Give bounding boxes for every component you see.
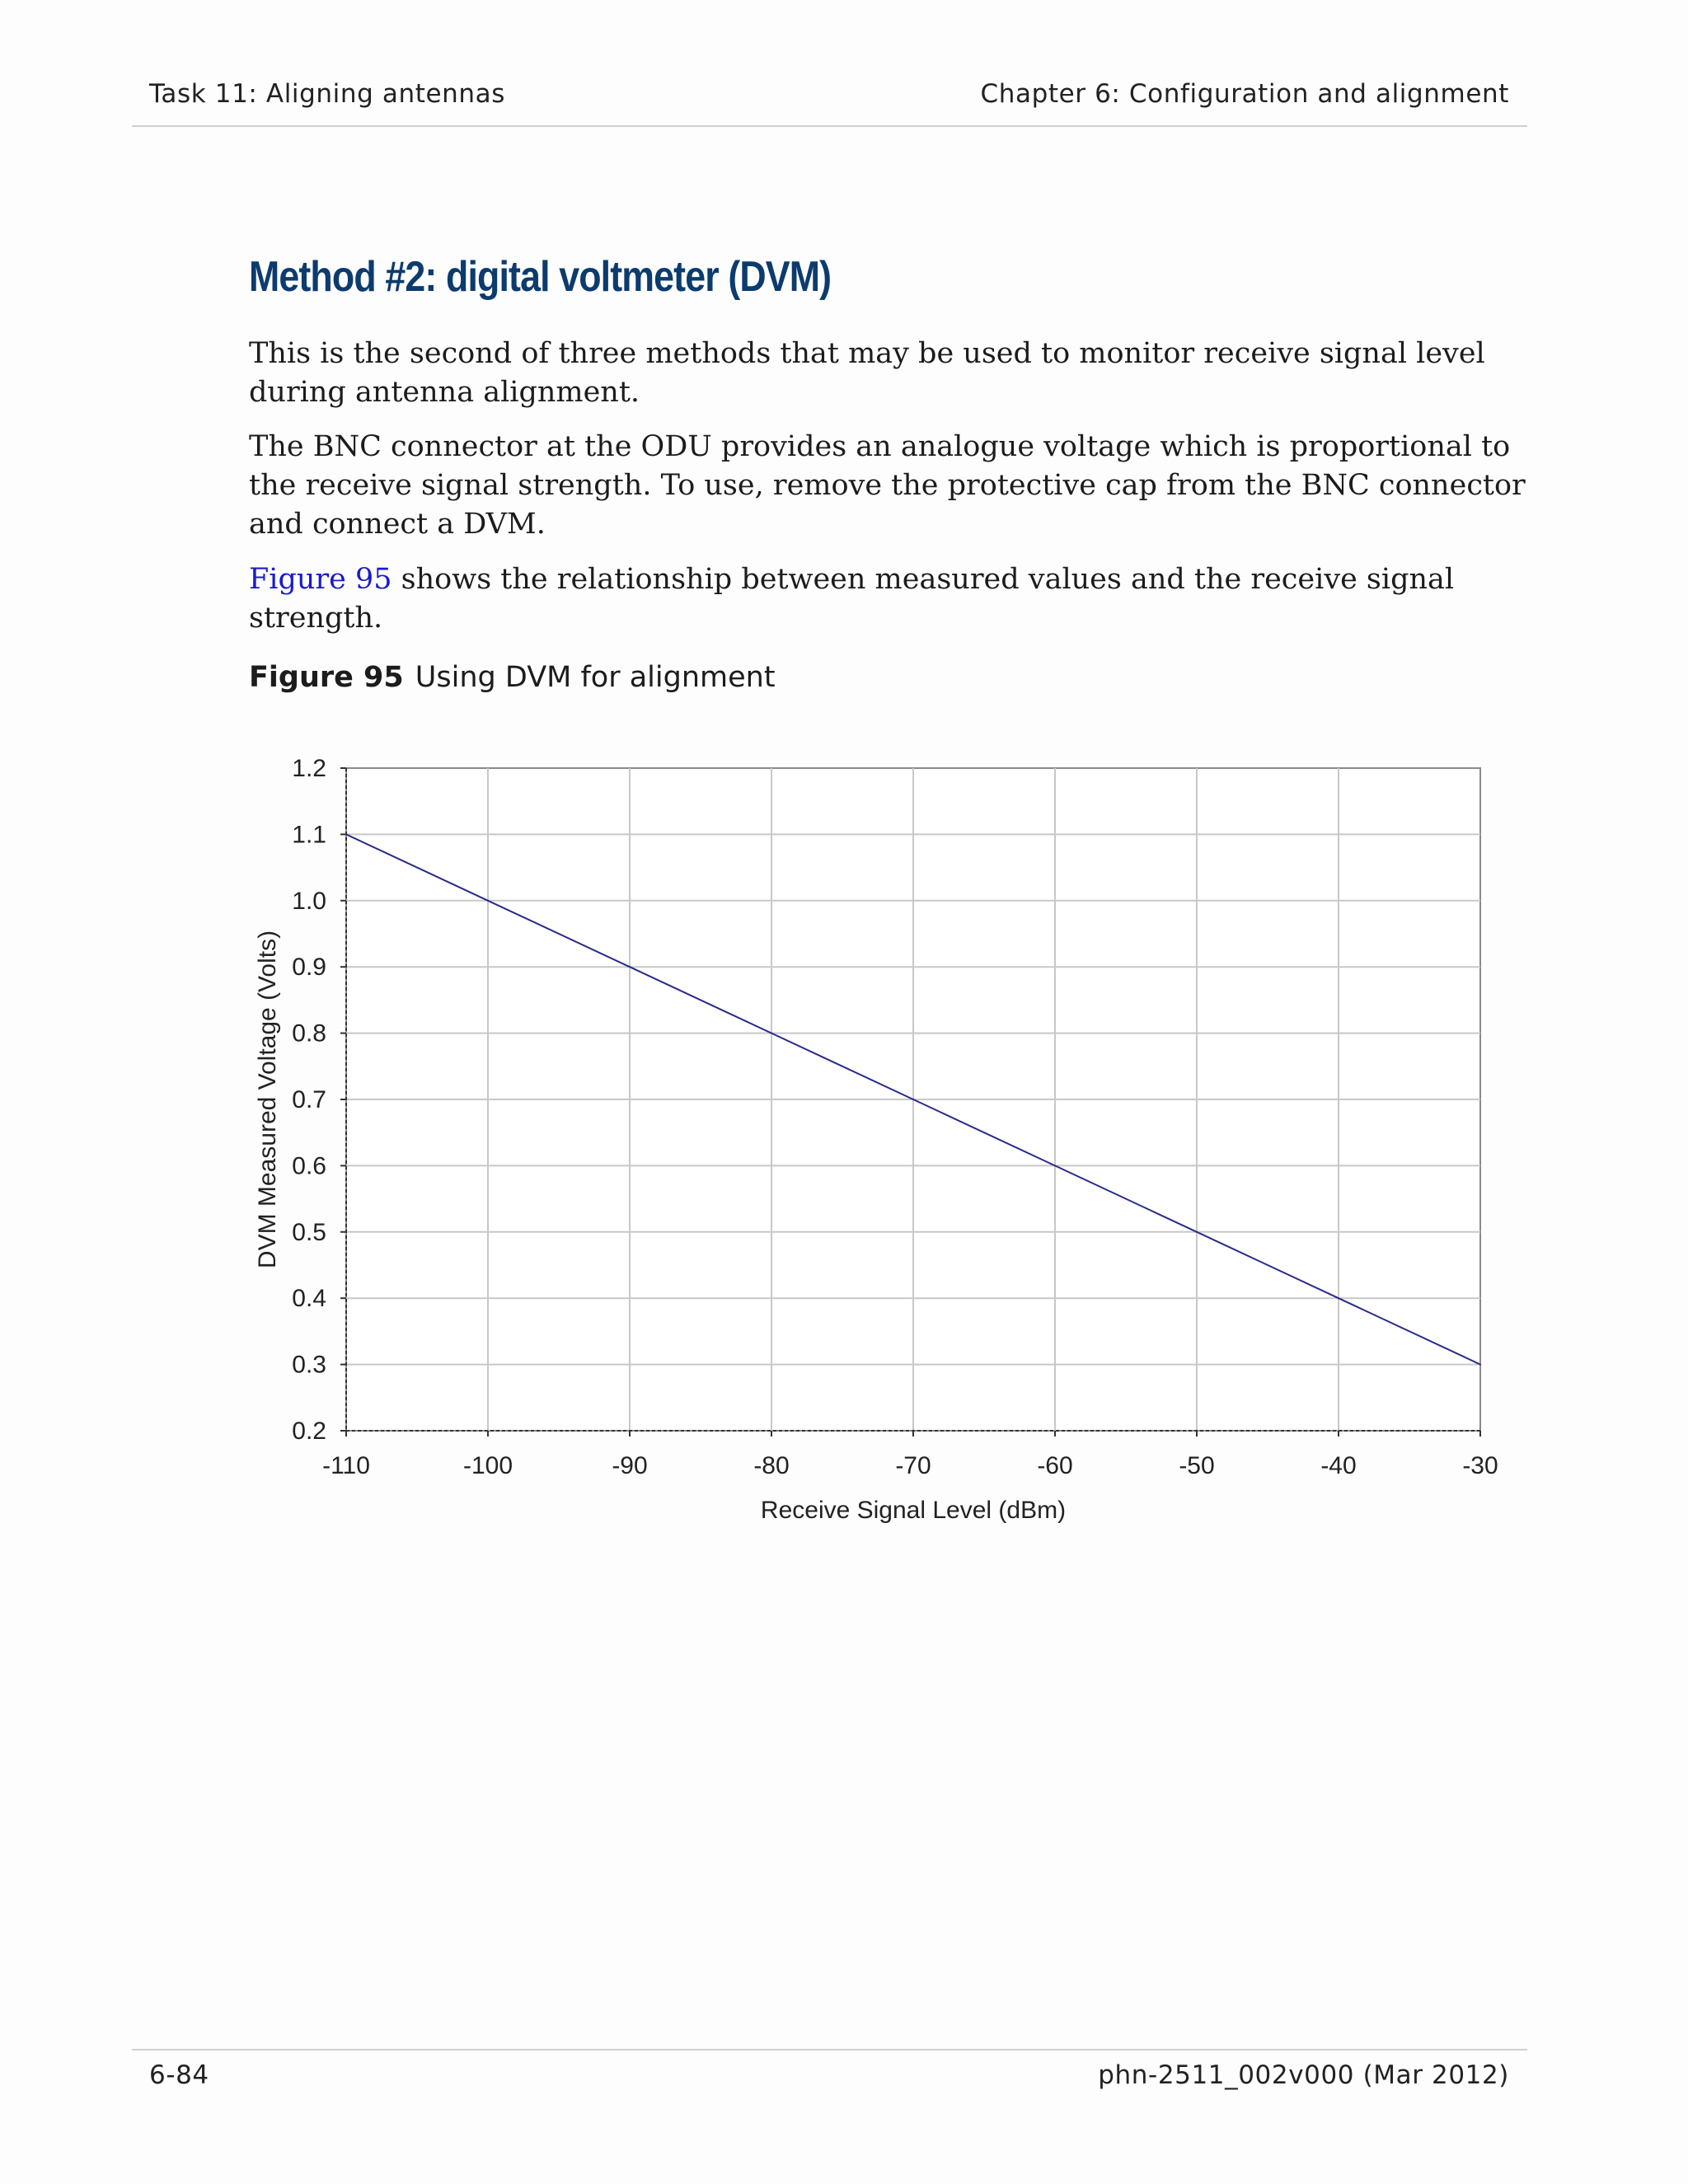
x-tick-label: -70 bbox=[895, 1452, 931, 1479]
data-point bbox=[1054, 1165, 1056, 1166]
y-tick-label: 0.7 bbox=[292, 1086, 326, 1113]
y-tick-label: 1.1 bbox=[292, 821, 326, 849]
document-id: phn-2511_002v000 (Mar 2012) bbox=[1098, 2060, 1509, 2090]
figure-link[interactable]: Figure 95 bbox=[249, 563, 392, 596]
header-left: Task 11: Aligning antennas bbox=[149, 79, 505, 109]
figure-caption bbox=[249, 661, 776, 694]
paragraph-bnc: The BNC connector at the ODU provides an analogue voltage which is proportional to the receive signal strength. To use, remove the protective cap from the BNC connector and connect a DVM. bbox=[249, 430, 1526, 541]
y-tick-label: 0.3 bbox=[292, 1351, 326, 1379]
figure-label: Figure 95 bbox=[249, 661, 404, 694]
data-point bbox=[1479, 1364, 1481, 1366]
y-axis-label: DVM Measured Voltage (Volts) bbox=[254, 930, 281, 1269]
data-point bbox=[1196, 1231, 1198, 1233]
x-tick-label: -50 bbox=[1179, 1452, 1215, 1479]
y-tick-label: 0.2 bbox=[292, 1418, 326, 1445]
dvm-chart bbox=[247, 742, 1533, 1549]
footer-divider bbox=[132, 2049, 1527, 2050]
page-number: 6-84 bbox=[149, 2060, 209, 2090]
data-point bbox=[629, 966, 631, 968]
paragraph-figure-ref bbox=[249, 560, 1551, 638]
data-point bbox=[912, 1099, 914, 1100]
paragraph-figure-ref-text: shows the relationship between measured values and the receive signal strength. bbox=[249, 563, 1455, 635]
y-tick-label: 0.5 bbox=[292, 1218, 326, 1246]
x-tick-label: -80 bbox=[753, 1452, 790, 1479]
figure-caption-text: Using DVM for alignment bbox=[415, 661, 776, 694]
data-point bbox=[487, 900, 489, 902]
x-tick-label: -90 bbox=[612, 1452, 648, 1479]
x-tick-label: -100 bbox=[462, 1452, 513, 1479]
y-tick-label: 1.0 bbox=[292, 887, 326, 915]
x-tick-label: -60 bbox=[1037, 1452, 1073, 1479]
header-right: Chapter 6: Configuration and alignment bbox=[980, 79, 1509, 109]
y-tick-label: 0.9 bbox=[292, 954, 326, 982]
header-divider bbox=[132, 125, 1527, 127]
y-tick-label: 0.6 bbox=[292, 1152, 326, 1180]
x-tick-label: -40 bbox=[1320, 1452, 1357, 1479]
x-axis-label: Receive Signal Level (dBm) bbox=[760, 1497, 1067, 1524]
data-point bbox=[1338, 1297, 1339, 1299]
data-point bbox=[345, 833, 347, 835]
y-tick-label: 0.8 bbox=[292, 1019, 326, 1047]
y-tick-label: 0.4 bbox=[292, 1285, 326, 1313]
x-tick-label: -30 bbox=[1462, 1452, 1498, 1479]
data-point bbox=[771, 1033, 772, 1034]
x-tick-label: -110 bbox=[322, 1452, 370, 1479]
paragraph-intro: This is the second of three methods that may be used to monitor receive signal level during antenna alignment. bbox=[249, 337, 1485, 409]
section-title: Method #2: digital voltmeter (DVM) bbox=[249, 253, 832, 301]
y-tick-label: 1.2 bbox=[292, 755, 326, 782]
